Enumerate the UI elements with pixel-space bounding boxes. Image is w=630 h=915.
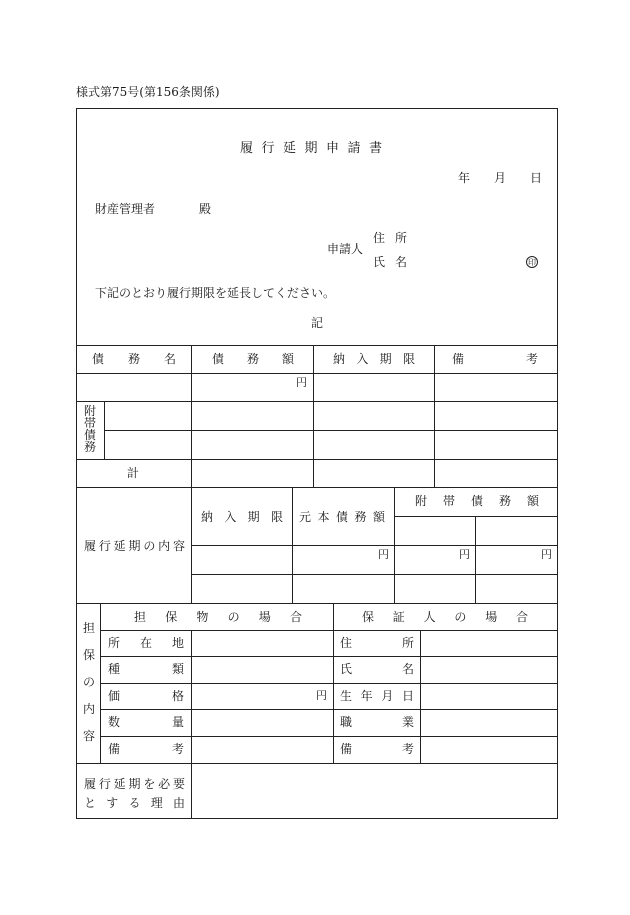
char: 保	[362, 610, 375, 624]
char: 物	[196, 610, 209, 624]
char: 附	[84, 404, 97, 418]
table1-line	[76, 401, 558, 402]
char: 証	[392, 610, 405, 624]
char: 納	[333, 352, 346, 366]
char: 容	[83, 729, 96, 743]
char: 元	[299, 510, 312, 524]
table3-line	[100, 630, 558, 631]
char: を	[143, 777, 156, 791]
char: 所	[401, 636, 414, 650]
collateral-price-yen-unit: 円	[316, 689, 327, 702]
char: 年	[360, 689, 373, 703]
char: す	[106, 796, 119, 810]
char: 場	[485, 610, 498, 624]
collateral-header	[134, 611, 302, 623]
table3-line	[100, 683, 558, 684]
table2-line	[191, 545, 558, 546]
header-debt-amount	[212, 353, 294, 365]
table1-bottom-line	[76, 487, 558, 488]
char: 額	[281, 352, 294, 366]
char: 額	[372, 510, 385, 524]
form-title: 履行延期申請書	[240, 141, 391, 156]
char: 債	[84, 428, 97, 442]
table1-yen-unit: 円	[296, 376, 307, 389]
header-due-date	[333, 353, 415, 365]
collateral-row-quantity	[108, 716, 184, 728]
table1-line	[104, 430, 558, 431]
reason-label-line1	[84, 778, 185, 790]
incidental-debt-header	[415, 495, 539, 507]
table2-bottom-line	[76, 603, 558, 604]
guarantor-row-occupation	[340, 716, 414, 728]
char: る	[128, 796, 141, 810]
intro-text: 下記のとおり履行期限を延長してください。	[95, 286, 336, 300]
table2-yen-unit: 円	[459, 548, 470, 561]
table3-line	[100, 656, 558, 657]
date-month-label: 月	[494, 171, 507, 185]
form-number-label: 様式第75号(第156条関係)	[76, 85, 220, 99]
char: 備	[340, 742, 353, 756]
char: 地	[171, 636, 184, 650]
addressee-honorific: 殿	[199, 202, 212, 216]
char: 限	[402, 352, 415, 366]
char: 附	[415, 494, 428, 508]
char: 種	[108, 662, 121, 676]
date-year-label: 年	[458, 171, 471, 185]
char: 履	[84, 777, 97, 791]
char: 務	[127, 352, 140, 366]
char: 担	[134, 610, 147, 624]
char: の	[83, 675, 96, 689]
char: 名	[401, 662, 414, 676]
table2-line	[394, 516, 558, 517]
char: 住	[340, 636, 353, 650]
applicant-name-label: 氏名	[373, 255, 418, 269]
char: の	[143, 539, 156, 553]
fudai-debt-label	[84, 405, 96, 453]
char: 債	[335, 510, 348, 524]
char: 内	[158, 539, 171, 553]
applicant-address-label: 住所	[373, 231, 418, 245]
table2-yen-unit: 円	[541, 548, 552, 561]
table1-col-line	[191, 345, 192, 487]
char: 入	[356, 352, 369, 366]
table1-top-line	[76, 345, 558, 346]
char: 額	[526, 494, 539, 508]
char: 務	[498, 494, 511, 508]
char: 所	[108, 636, 121, 650]
seal-mark: 印	[528, 258, 536, 267]
principal-amount-header	[299, 511, 385, 523]
char: 価	[108, 689, 121, 703]
new-due-date-header	[201, 511, 283, 523]
char: 量	[171, 715, 184, 729]
table3-col-line	[420, 630, 421, 763]
char: 帯	[442, 494, 455, 508]
char: の	[454, 610, 467, 624]
char: 納	[201, 510, 214, 524]
char: 要	[172, 777, 185, 791]
char: 務	[84, 440, 97, 454]
guarantor-row-name	[340, 663, 414, 675]
char: 行	[98, 777, 111, 791]
collateral-row-remarks	[108, 743, 184, 755]
char: 債	[470, 494, 483, 508]
date-day-label: 日	[530, 171, 543, 185]
char: 保	[165, 610, 178, 624]
char: 職	[340, 715, 353, 729]
char: 債	[212, 352, 225, 366]
table3-bottom-line	[76, 763, 558, 764]
char: 限	[270, 510, 283, 524]
total-label: 計	[127, 466, 140, 480]
char: 人	[423, 610, 436, 624]
char: の	[227, 610, 240, 624]
char: 延	[113, 777, 126, 791]
addressee-name: 財産管理者	[95, 202, 156, 216]
char: 在	[139, 636, 152, 650]
table1-line	[76, 459, 558, 460]
char: 業	[401, 715, 414, 729]
char: 入	[224, 510, 237, 524]
table2-col-line	[475, 516, 476, 603]
collateral-row-price	[108, 690, 184, 702]
header-debt-name	[92, 353, 176, 365]
ki-label: 記	[311, 316, 324, 330]
char: 合	[289, 610, 302, 624]
char: 帯	[84, 416, 97, 430]
char: 務	[246, 352, 259, 366]
char: 保	[83, 648, 96, 662]
char: 考	[401, 742, 414, 756]
char: 履	[84, 539, 97, 553]
char: 期	[128, 777, 141, 791]
table2-yen-unit: 円	[378, 548, 389, 561]
char: 月	[381, 689, 394, 703]
char: 担	[83, 621, 96, 635]
char: 考	[171, 742, 184, 756]
guarantor-header	[362, 611, 528, 623]
char: 債	[92, 352, 105, 366]
char: 日	[401, 689, 414, 703]
table3-col-line	[191, 630, 192, 819]
extension-content-label	[84, 540, 185, 552]
collateral-content-label	[83, 622, 95, 742]
char: 数	[108, 715, 121, 729]
table3-line	[100, 736, 558, 737]
table3-line	[100, 709, 558, 710]
char: と	[84, 796, 97, 810]
applicant-label: 申請人	[327, 242, 364, 256]
guarantor-row-remarks	[340, 743, 414, 755]
char: 期	[128, 539, 141, 553]
char: 類	[171, 662, 184, 676]
char: 内	[83, 702, 96, 716]
table1-fudai-line	[104, 401, 105, 459]
char: 考	[525, 352, 538, 366]
char: 生	[340, 689, 353, 703]
char: 本	[317, 510, 330, 524]
char: 場	[258, 610, 271, 624]
char: 務	[354, 510, 367, 524]
guarantor-row-address	[340, 637, 414, 649]
char: 由	[172, 796, 185, 810]
char: 名	[163, 352, 176, 366]
char: 期	[379, 352, 392, 366]
reason-label-line2	[84, 797, 185, 809]
char: 備	[108, 742, 121, 756]
char: 行	[98, 539, 111, 553]
char: 理	[150, 796, 163, 810]
collateral-row-type	[108, 663, 184, 675]
collateral-row-location	[108, 637, 184, 649]
char: 延	[113, 539, 126, 553]
guarantor-row-birthdate	[340, 690, 414, 702]
table2-line	[191, 574, 558, 575]
char: 格	[171, 689, 184, 703]
table1-col-line	[313, 345, 314, 487]
table1-line	[76, 373, 558, 374]
char: 氏	[340, 662, 353, 676]
char: 必	[158, 777, 171, 791]
header-remarks	[452, 353, 538, 365]
char: 備	[452, 352, 465, 366]
char: 合	[515, 610, 528, 624]
table1-col-line	[434, 345, 435, 487]
char: 期	[247, 510, 260, 524]
char: 容	[172, 539, 185, 553]
